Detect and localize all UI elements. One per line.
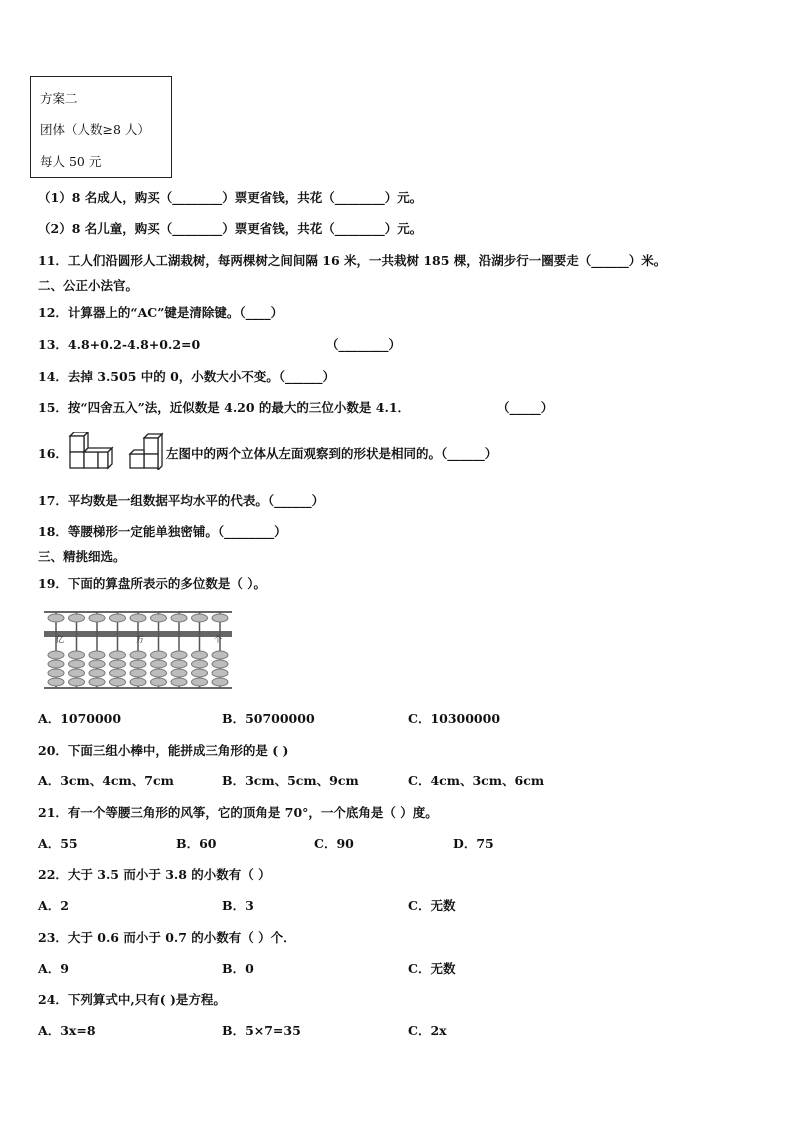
abacus-upper-bead xyxy=(171,614,187,622)
abacus-upper-bead xyxy=(48,614,64,622)
q22-option-c: C．无数 xyxy=(408,898,456,913)
q24-option-b: B．5×7=35 xyxy=(222,1023,301,1038)
abacus-figure xyxy=(44,608,234,692)
abacus-label-ge: 个 xyxy=(214,635,222,644)
question-21: 21．有一个等腰三角形的风筝，它的顶角是 70°，一个底角是（ ）度。 xyxy=(38,805,438,820)
question-23: 23．大于 0.6 而小于 0.7 的小数有（ ）个． xyxy=(38,930,296,945)
abacus-lower-bead xyxy=(69,651,85,659)
abacus-lower-bead xyxy=(171,669,187,677)
q23-option-a: A．9 xyxy=(38,961,69,976)
abacus-lower-bead xyxy=(89,651,105,659)
abacus-lower-bead xyxy=(89,660,105,668)
plan-price: 每人 50 元 xyxy=(40,154,102,169)
abacus-lower-bead xyxy=(130,678,146,686)
question-14: 14．去掉 3.505 中的 0，小数大小不变。（______） xyxy=(38,369,336,384)
abacus-upper-bead xyxy=(130,614,146,622)
question-13-blank: （________） xyxy=(326,337,402,352)
abacus-upper-bead xyxy=(69,614,85,622)
q19-option-b: B．50700000 xyxy=(222,711,315,726)
abacus-lower-bead xyxy=(171,651,187,659)
q20-option-b: B．3cm、5cm、9cm xyxy=(222,773,359,788)
question-13: 13．4.8+0.2-4.8+0.2=0 xyxy=(38,337,201,352)
abacus-lower-bead xyxy=(48,651,64,659)
abacus-label-yi: 亿 xyxy=(56,635,64,644)
abacus-upper-bead xyxy=(192,614,208,622)
plan-group-condition: 团体（人数≥8 人） xyxy=(40,122,150,137)
abacus-lower-bead xyxy=(151,651,167,659)
abacus-lower-bead xyxy=(212,660,228,668)
question-22: 22．大于 3.5 而小于 3.8 的小数有（ ） xyxy=(38,867,271,882)
plan-two-box xyxy=(30,76,172,178)
abacus-lower-bead xyxy=(151,660,167,668)
q20-option-a: A．3cm、4cm、7cm xyxy=(38,773,174,788)
question-24: 24．下列算式中,只有( )是方程。 xyxy=(38,992,226,1007)
abacus-upper-bead xyxy=(212,614,228,622)
abacus-lower-bead xyxy=(171,660,187,668)
question-15-blank: （_____） xyxy=(497,400,554,415)
q24-option-a: A．3x=8 xyxy=(38,1023,96,1038)
abacus-lower-bead xyxy=(130,651,146,659)
abacus-lower-bead xyxy=(69,660,85,668)
abacus-lower-bead xyxy=(151,678,167,686)
q21-option-d: D．75 xyxy=(453,836,494,851)
question-19: 19．下面的算盘所表示的多位数是（ ）。 xyxy=(38,576,266,591)
abacus-lower-bead xyxy=(89,678,105,686)
abacus-upper-bead xyxy=(110,614,126,622)
abacus-lower-bead xyxy=(130,660,146,668)
abacus-lower-bead xyxy=(151,669,167,677)
section-heading-2: 二、公正小法官。 xyxy=(38,278,139,293)
q24-option-c: C．2x xyxy=(408,1023,447,1038)
abacus-lower-bead xyxy=(89,669,105,677)
abacus-lower-bead xyxy=(110,651,126,659)
q21-option-b: B．60 xyxy=(176,836,217,851)
sub-question-1: （1）8 名成人，购买（________）票更省钱，共花（________）元。 xyxy=(38,190,423,205)
abacus-lower-bead xyxy=(192,678,208,686)
abacus-lower-bead xyxy=(110,669,126,677)
q19-option-a: A．1070000 xyxy=(38,711,122,726)
q21-option-c: C．90 xyxy=(314,836,354,851)
abacus-lower-bead xyxy=(192,669,208,677)
abacus-lower-bead xyxy=(110,660,126,668)
abacus-lower-bead xyxy=(212,651,228,659)
abacus-upper-bead xyxy=(89,614,105,622)
abacus-lower-bead xyxy=(69,669,85,677)
q23-option-b: B．0 xyxy=(222,961,254,976)
abacus-lower-bead xyxy=(130,669,146,677)
abacus-lower-bead xyxy=(192,651,208,659)
abacus-upper-bead xyxy=(151,614,167,622)
sub-question-2: （2）8 名儿童，购买（________）票更省钱，共花（________）元。 xyxy=(38,221,423,236)
q21-option-a: A．55 xyxy=(38,836,78,851)
abacus-lower-bead xyxy=(192,660,208,668)
abacus-lower-bead xyxy=(212,669,228,677)
question-12: 12．计算器上的“AC”键是清除键。（____） xyxy=(38,305,284,320)
abacus-lower-bead xyxy=(48,660,64,668)
q23-option-c: C．无数 xyxy=(408,961,456,976)
question-17: 17．平均数是一组数据平均水平的代表。（______） xyxy=(38,493,325,508)
abacus-lower-bead xyxy=(48,669,64,677)
question-16: 左图中的两个立体从左面观察到的形状是相同的。（______） xyxy=(166,446,498,461)
q22-option-a: A．2 xyxy=(38,898,69,913)
abacus-lower-bead xyxy=(110,678,126,686)
q20-option-c: C．4cm、3cm、6cm xyxy=(408,773,545,788)
q22-option-b: B．3 xyxy=(222,898,254,913)
question-18: 18．等腰梯形一定能单独密铺。（________） xyxy=(38,524,287,539)
question-20: 20．下面三组小棒中，能拼成三角形的是 ( ) xyxy=(38,743,289,758)
abacus-lower-bead xyxy=(48,678,64,686)
question-15: 15．按“四舍五入”法，近似数是 4.20 的最大的三位小数是 4.1． xyxy=(38,400,411,415)
section-heading-3: 三、精挑细选。 xyxy=(38,549,126,564)
q19-option-c: C．10300000 xyxy=(408,711,501,726)
cube-figures xyxy=(66,432,166,470)
question-16-number: 16． xyxy=(38,446,68,461)
abacus-label-wan: 万 xyxy=(136,635,144,644)
abacus-lower-bead xyxy=(212,678,228,686)
abacus-lower-bead xyxy=(171,678,187,686)
abacus-lower-bead xyxy=(69,678,85,686)
question-11: 11．工人们沿圆形人工湖栽树，每两棵树之间间隔 16 米，一共栽树 185 棵，沿湖步行一圈要走（______）米。 xyxy=(38,253,667,268)
plan-title: 方案二 xyxy=(40,91,78,106)
